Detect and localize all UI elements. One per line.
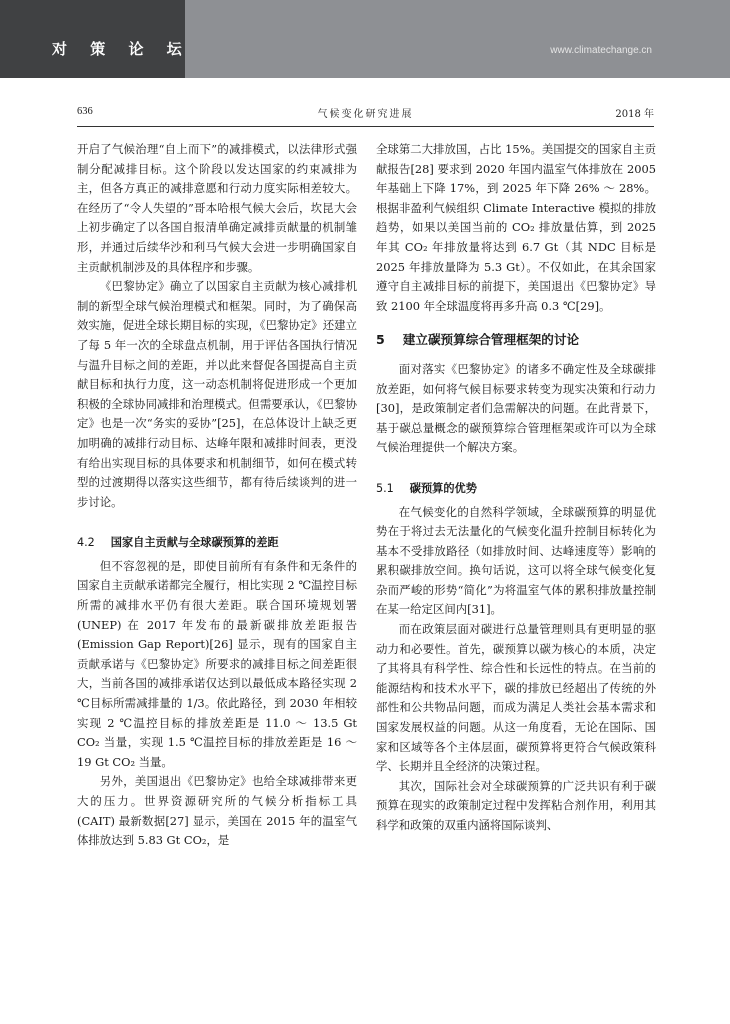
paragraph: 但不容忽视的是，即使目前所有有条件和无条件的国家自主贡献承诺都完全履行，相比实现 2 ℃温控目标所需的减排水平仍有很大差距。联合国环境规划署 (UNEP) 在 2017 年发布的最新碳排放差距报告 (Emission Gap Report)[26] 显示，现有的国家自主贡献承诺与《巴黎协定》所要求的减排目标之间差距很大，当前各国的减排承诺仅达到以最低成本路径实现 2 ℃目标所需减排量的 1/3。依此路径，到 2030 年相较实现 2 ℃温控目标的排放差距是 11.0 ～ 13.5 Gt CO₂ 当量，实现 1.5 ℃温控目标的排放差距是 16 ～ 19 Gt CO₂ 当量。 xyxy=(77,558,357,769)
left-column xyxy=(77,140,357,851)
paragraph: 开启了气候治理“自上而下”的减排模式，以法律形式强制分配减排目标。这个阶段以发达国家的约束减排为主，但各方真正的减排意愿和行动力度实际相差较大。在经历了“令人失望的”哥本哈根气候大会后，坎昆大会上初步确定了以各国自报清单确定减排贡献量的机制雏形，并通过后续华沙和利马气候大会进一步明确国家自主贡献机制涉及的具体程序和步骤。 xyxy=(77,142,357,274)
section-number: 5 xyxy=(376,332,385,348)
paragraph: 而在政策层面对碳进行总量管理则具有更明显的驱动力和必要性。首先，碳预算以碳为核心的本质，决定了其将具有科学性、综合性和长远性的特点。在当前的能源结构和技术水平下，碳的排放已经超出了传统的外部性和公共物品问题，而成为满足人类社会基本需求和国家发展权益的问题。从这一角度看，无论在国际、国家和区域等各个主体层面，碳预算将更符合气候政策科学、长期并且全经济的决策过程。 xyxy=(376,622,656,774)
site-url: www.climatechange.cn xyxy=(550,45,652,56)
paragraph: 面对落实《巴黎协定》的诸多不确定性及全球碳排放差距，如何将气候目标要求转变为现实决策和行动力[30]，是政策制定者们急需解决的问题。在此背景下，基于碳总量概念的碳预算综合管理框架或许可以为全球气候治理提供一个解决方案。 xyxy=(376,361,656,455)
paragraph: 其次，国际社会对全球碳预算的广泛共识有利于碳预算在现实的政策制定过程中发挥粘合剂作用，利用其科学和政策的双重内涵将国际谈判、 xyxy=(376,778,656,832)
right-column xyxy=(376,140,656,836)
paragraph: 《巴黎协定》确立了以国家自主贡献为核心减排机制的新型全球气候治理模式和框架。同时，为了确保高效实施，促进全球长期目标的实现，《巴黎协定》还建立了每 5 年一次的全球盘点机制，用于评估各国执行情况与温升目标之间的差距，并以此来督促各国提高自主贡献目标和执行力度，这一动态机制将促进形成一个更加积极的全球协同减排和治理模式。但需要承认，《巴黎协定》也是一次“务实的妥协”[25]，在总体设计上缺乏更加明确的减排行动目标、达峰年限和减排时间表，更没有给出实现目标的具体要求和机制细节，如何在模式转型的过渡期得以落实这些细节，都有待后续谈判的进一步讨论。 xyxy=(77,279,357,509)
journal-name: 气候变化研究进展 xyxy=(317,109,414,120)
section-heading-5 xyxy=(376,330,656,350)
section-number: 4.2 xyxy=(77,536,95,550)
paragraph: 另外，美国退出《巴黎协定》也给全球减排带来更大的压力。世界资源研究所的气候分析指标工具 (CAIT) 最新数据[27] 显示，美国在 2015 年的温室气体排放达到 5.83 Gt CO₂，是 xyxy=(77,774,357,848)
section-number: 5.1 xyxy=(376,481,394,495)
section-heading-text: 国家自主贡献与全球碳预算的差距 xyxy=(110,536,279,550)
header-rule xyxy=(77,126,654,127)
page-number: 636 xyxy=(77,106,93,117)
running-head xyxy=(77,104,654,124)
section-title: 对 策 论 坛 xyxy=(52,40,191,58)
paragraph: 全球第二大排放国，占比 15%。美国提交的国家自主贡献报告[28] 要求到 2020 年国内温室气体排放在 2005 年基础上下降 17%，到 2025 年下降 26% ～ 28%。根据非盈利气候组织 Climate Interactive 模拟的排放趋势，如果以美国当前的 CO₂ 排放量估算，到 2025 年其 CO₂ 年排放量将达到 6.7 Gt（其 NDC 目标是 2025 年排放量降为 5.3 Gt）。不仅如此，在其余国家遵守自主减排目标的前提下，美国退出《巴黎协定》导致 2100 年全球温度将再多升高 0.3 ℃[29]。 xyxy=(376,142,656,313)
section-heading-5-1 xyxy=(376,479,656,499)
section-heading-text: 碳预算的优势 xyxy=(409,481,477,495)
publication-year: 2018 年 xyxy=(615,109,654,120)
section-heading-4-2 xyxy=(77,533,357,553)
section-heading-text: 建立碳预算综合管理框架的讨论 xyxy=(402,332,580,348)
paragraph: 在气候变化的自然科学领域，全球碳预算的明显优势在于将过去无法量化的气候变化温升控制目标转化为基本不受排放路径（如排放时间、达峰速度等）影响的累积碳排放空间。换句话说，这可以将全球气候变化复杂而严峻的形势“简化”为将温室气体的累积排放量控制在某一给定区间内[31]。 xyxy=(376,504,656,617)
